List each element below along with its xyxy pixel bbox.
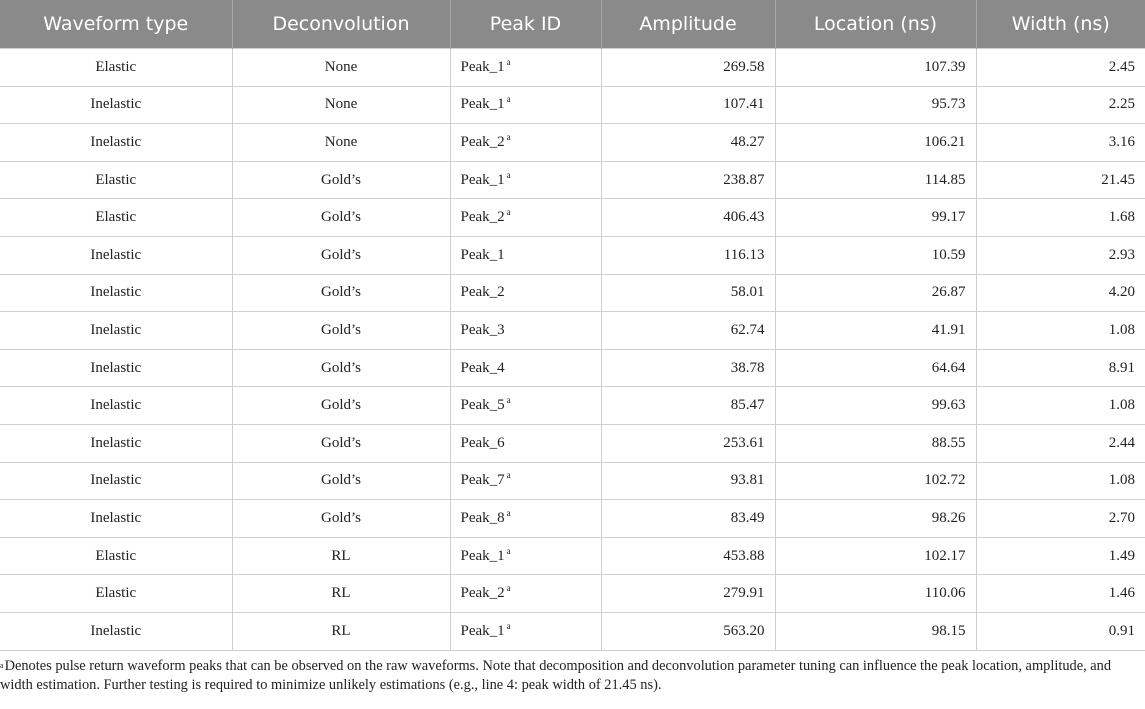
cell-amplitude	[601, 612, 775, 650]
cell-width	[976, 349, 1145, 387]
cell-deconvolution	[232, 462, 450, 500]
cell-location	[775, 49, 976, 87]
cell-amplitude-text: 58.01	[730, 284, 765, 301]
cell-amplitude	[601, 274, 775, 312]
cell-amplitude-text: 453.88	[723, 547, 765, 564]
cell-width-text: 2.25	[1108, 96, 1135, 113]
cell-peak-id-text: Peak_1	[460, 622, 505, 639]
cell-location-text: 107.39	[924, 58, 966, 75]
cell-deconvolution-text: None	[324, 58, 358, 75]
cell-width	[976, 612, 1145, 650]
cell-width	[976, 49, 1145, 87]
table-footnote	[0, 657, 1141, 695]
cell-location	[775, 86, 976, 124]
cell-location	[775, 575, 976, 613]
cell-amplitude	[601, 424, 775, 462]
cell-location-text: 110.06	[924, 585, 966, 602]
cell-peak-id-text: Peak_8	[460, 509, 505, 526]
cell-location	[775, 537, 976, 575]
cell-deconvolution-text: Gold’s	[320, 397, 361, 414]
cell-deconvolution-text: Gold’s	[320, 321, 361, 338]
cell-width-text: 4.20	[1108, 284, 1135, 301]
cell-peak-id	[450, 124, 601, 162]
cell-waveform-type-text: Inelastic	[90, 397, 142, 414]
cell-width-text: 1.49	[1108, 547, 1135, 564]
cell-amplitude	[601, 161, 775, 199]
cell-waveform-type	[0, 124, 232, 162]
footnote-marker: a	[506, 507, 511, 518]
cell-deconvolution-text: None	[324, 133, 358, 150]
table-row	[0, 349, 1145, 387]
cell-peak-id	[450, 312, 601, 350]
cell-location	[775, 349, 976, 387]
cell-deconvolution-text: RL	[331, 585, 351, 602]
footnote-marker: a	[506, 620, 511, 631]
cell-amplitude-text: 406.43	[723, 209, 765, 226]
cell-deconvolution	[232, 612, 450, 650]
cell-deconvolution	[232, 199, 450, 237]
table-row	[0, 575, 1145, 613]
cell-waveform-type	[0, 49, 232, 87]
cell-deconvolution-text: Gold’s	[320, 209, 361, 226]
footnote-marker: a	[506, 545, 511, 556]
table-row	[0, 462, 1145, 500]
cell-width-text: 1.08	[1108, 472, 1135, 489]
cell-location-text: 114.85	[924, 171, 966, 188]
cell-amplitude	[601, 462, 775, 500]
footnote-marker: a	[506, 56, 511, 67]
cell-peak-id	[450, 236, 601, 274]
cell-peak-id	[450, 537, 601, 575]
cell-width	[976, 537, 1145, 575]
cell-deconvolution	[232, 537, 450, 575]
cell-deconvolution-text: Gold’s	[320, 434, 361, 451]
cell-peak-id	[450, 274, 601, 312]
cell-peak-id	[450, 387, 601, 425]
cell-deconvolution	[232, 500, 450, 538]
table-row	[0, 86, 1145, 124]
footnote-marker: a	[0, 660, 4, 670]
cell-deconvolution	[232, 124, 450, 162]
cell-waveform-type	[0, 274, 232, 312]
cell-location-text: 64.64	[931, 359, 966, 376]
cell-width	[976, 274, 1145, 312]
cell-width-text: 1.08	[1108, 397, 1135, 414]
cell-waveform-type-text: Inelastic	[90, 509, 142, 526]
cell-waveform-type-text: Inelastic	[90, 96, 142, 113]
cell-waveform-type	[0, 462, 232, 500]
cell-peak-id	[450, 462, 601, 500]
cell-width	[976, 124, 1145, 162]
table-row	[0, 199, 1145, 237]
cell-location	[775, 462, 976, 500]
cell-peak-id-text: Peak_1	[460, 547, 505, 564]
cell-amplitude	[601, 199, 775, 237]
cell-location	[775, 500, 976, 538]
cell-waveform-type-text: Inelastic	[90, 321, 142, 338]
cell-peak-id-text: Peak_3	[460, 321, 505, 338]
table-body	[0, 49, 1145, 651]
cell-amplitude-text: 93.81	[730, 472, 765, 489]
cell-location-text: 10.59	[931, 246, 966, 263]
cell-peak-id	[450, 86, 601, 124]
cell-location-text: 99.63	[931, 397, 966, 414]
cell-peak-id-text: Peak_2	[460, 284, 505, 301]
cell-width-text: 1.46	[1108, 585, 1135, 602]
table-row	[0, 387, 1145, 425]
header-width: Width (ns)	[976, 0, 1145, 49]
cell-waveform-type-text: Elastic	[95, 171, 137, 188]
cell-width	[976, 236, 1145, 274]
cell-location	[775, 274, 976, 312]
cell-amplitude-text: 269.58	[723, 58, 765, 75]
cell-width-text: 8.91	[1108, 359, 1135, 376]
cell-amplitude	[601, 49, 775, 87]
cell-deconvolution	[232, 312, 450, 350]
cell-deconvolution-text: RL	[331, 622, 351, 639]
cell-amplitude-text: 48.27	[730, 133, 765, 150]
cell-peak-id-text: Peak_1	[460, 96, 505, 113]
cell-amplitude-text: 38.78	[730, 359, 765, 376]
cell-peak-id-text: Peak_7	[460, 472, 505, 489]
cell-deconvolution	[232, 349, 450, 387]
cell-waveform-type	[0, 349, 232, 387]
cell-deconvolution-text: None	[324, 96, 358, 113]
cell-width-text: 21.45	[1101, 171, 1135, 188]
cell-waveform-type	[0, 86, 232, 124]
cell-amplitude	[601, 387, 775, 425]
cell-peak-id-text: Peak_2	[460, 209, 505, 226]
cell-waveform-type-text: Inelastic	[90, 359, 142, 376]
cell-peak-id	[450, 500, 601, 538]
cell-waveform-type-text: Inelastic	[90, 622, 142, 639]
cell-deconvolution	[232, 236, 450, 274]
cell-peak-id	[450, 49, 601, 87]
table-row	[0, 537, 1145, 575]
cell-location	[775, 612, 976, 650]
cell-deconvolution	[232, 161, 450, 199]
cell-deconvolution-text: Gold’s	[320, 472, 361, 489]
cell-width	[976, 462, 1145, 500]
header-location: Location (ns)	[775, 0, 976, 49]
table-row	[0, 124, 1145, 162]
footnote-marker: a	[506, 583, 511, 594]
cell-waveform-type	[0, 312, 232, 350]
cell-location	[775, 124, 976, 162]
cell-width	[976, 312, 1145, 350]
footnote-marker: a	[506, 131, 511, 142]
cell-amplitude	[601, 124, 775, 162]
cell-peak-id-text: Peak_1	[460, 246, 505, 263]
cell-waveform-type	[0, 537, 232, 575]
cell-location-text: 102.72	[924, 472, 966, 489]
cell-width	[976, 86, 1145, 124]
cell-location-text: 102.17	[924, 547, 966, 564]
cell-width-text: 2.45	[1108, 58, 1135, 75]
cell-waveform-type	[0, 500, 232, 538]
cell-deconvolution-text: Gold’s	[320, 509, 361, 526]
cell-peak-id-text: Peak_4	[460, 359, 505, 376]
cell-peak-id-text: Peak_1	[460, 58, 505, 75]
cell-waveform-type-text: Inelastic	[90, 133, 142, 150]
cell-waveform-type	[0, 575, 232, 613]
table-row	[0, 236, 1145, 274]
header-row	[0, 0, 1145, 49]
cell-width-text: 2.70	[1108, 509, 1135, 526]
cell-deconvolution	[232, 424, 450, 462]
cell-deconvolution-text: RL	[331, 547, 351, 564]
cell-waveform-type-text: Inelastic	[90, 284, 142, 301]
footnote-marker: a	[506, 94, 511, 105]
cell-width-text: 3.16	[1108, 133, 1135, 150]
cell-waveform-type-text: Inelastic	[90, 434, 142, 451]
cell-waveform-type-text: Elastic	[95, 585, 137, 602]
cell-peak-id-text: Peak_2	[460, 585, 505, 602]
cell-location-text: 98.26	[931, 509, 966, 526]
table-row	[0, 312, 1145, 350]
cell-deconvolution-text: Gold’s	[320, 359, 361, 376]
cell-location	[775, 161, 976, 199]
cell-width	[976, 500, 1145, 538]
cell-peak-id	[450, 161, 601, 199]
cell-waveform-type-text: Elastic	[95, 547, 137, 564]
cell-location	[775, 387, 976, 425]
cell-amplitude-text: 253.61	[723, 434, 765, 451]
cell-width	[976, 161, 1145, 199]
footnote-marker: a	[506, 470, 511, 481]
table-row	[0, 612, 1145, 650]
cell-waveform-type-text: Elastic	[95, 209, 137, 226]
cell-deconvolution-text: Gold’s	[320, 284, 361, 301]
table-row	[0, 274, 1145, 312]
cell-width-text: 0.91	[1108, 622, 1135, 639]
cell-location-text: 99.17	[931, 209, 966, 226]
footnote-marker: a	[506, 169, 511, 180]
cell-deconvolution	[232, 49, 450, 87]
cell-waveform-type-text: Inelastic	[90, 472, 142, 489]
cell-amplitude-text: 238.87	[723, 171, 765, 188]
cell-peak-id	[450, 575, 601, 613]
cell-width-text: 1.08	[1108, 321, 1135, 338]
cell-waveform-type	[0, 612, 232, 650]
cell-amplitude	[601, 537, 775, 575]
cell-location-text: 88.55	[931, 434, 966, 451]
cell-width	[976, 387, 1145, 425]
footnote-marker: a	[506, 395, 511, 406]
cell-waveform-type	[0, 387, 232, 425]
cell-location	[775, 236, 976, 274]
cell-deconvolution	[232, 86, 450, 124]
cell-peak-id-text: Peak_1	[460, 171, 505, 188]
cell-amplitude-text: 62.74	[730, 321, 765, 338]
cell-peak-id-text: Peak_2	[460, 133, 505, 150]
cell-location	[775, 199, 976, 237]
cell-location-text: 98.15	[931, 622, 966, 639]
cell-amplitude-text: 85.47	[730, 397, 765, 414]
cell-deconvolution	[232, 274, 450, 312]
cell-width-text: 2.44	[1108, 434, 1135, 451]
footnote-marker: a	[506, 207, 511, 218]
cell-location-text: 26.87	[931, 284, 966, 301]
table-row	[0, 424, 1145, 462]
cell-amplitude-text: 107.41	[723, 96, 765, 113]
cell-amplitude	[601, 575, 775, 613]
cell-amplitude	[601, 500, 775, 538]
table-row	[0, 500, 1145, 538]
cell-amplitude	[601, 349, 775, 387]
cell-waveform-type-text: Inelastic	[90, 246, 142, 263]
cell-waveform-type	[0, 199, 232, 237]
header-waveform-type: Waveform type	[0, 0, 232, 49]
cell-amplitude	[601, 236, 775, 274]
cell-peak-id	[450, 612, 601, 650]
cell-amplitude-text: 563.20	[723, 622, 765, 639]
cell-location-text: 41.91	[931, 321, 966, 338]
table-row	[0, 49, 1145, 87]
cell-amplitude-text: 116.13	[723, 246, 765, 263]
cell-waveform-type	[0, 236, 232, 274]
cell-waveform-type	[0, 424, 232, 462]
cell-peak-id	[450, 424, 601, 462]
cell-width-text: 2.93	[1108, 246, 1135, 263]
cell-location-text: 95.73	[931, 96, 966, 113]
header-amplitude: Amplitude	[601, 0, 775, 49]
header-deconvolution: Deconvolution	[232, 0, 450, 49]
cell-width	[976, 424, 1145, 462]
cell-deconvolution-text: Gold’s	[320, 171, 361, 188]
header-peak-id: Peak ID	[450, 0, 601, 49]
cell-amplitude-text: 83.49	[730, 509, 765, 526]
cell-peak-id-text: Peak_6	[460, 434, 505, 451]
cell-amplitude-text: 279.91	[723, 585, 765, 602]
cell-waveform-type-text: Elastic	[95, 58, 137, 75]
cell-location	[775, 424, 976, 462]
cell-peak-id	[450, 199, 601, 237]
cell-width-text: 1.68	[1108, 209, 1135, 226]
cell-amplitude	[601, 312, 775, 350]
cell-peak-id-text: Peak_5	[460, 397, 505, 414]
cell-waveform-type	[0, 161, 232, 199]
cell-location-text: 106.21	[924, 133, 966, 150]
cell-peak-id	[450, 349, 601, 387]
cell-width	[976, 575, 1145, 613]
cell-deconvolution-text: Gold’s	[320, 246, 361, 263]
cell-amplitude	[601, 86, 775, 124]
footnote-text: Denotes pulse return waveform peaks that can be observed on the raw waveforms. Note that decomposition and deconvolution parameter tuning can influence the peak location, amplitude, and width estimation. Further testing is required to minimize unlikely estimations (e.g., line 4: peak width of 21.45 ns).	[0, 657, 1112, 693]
cell-deconvolution	[232, 575, 450, 613]
cell-width	[976, 199, 1145, 237]
table-row	[0, 161, 1145, 199]
cell-deconvolution	[232, 387, 450, 425]
cell-location	[775, 312, 976, 350]
